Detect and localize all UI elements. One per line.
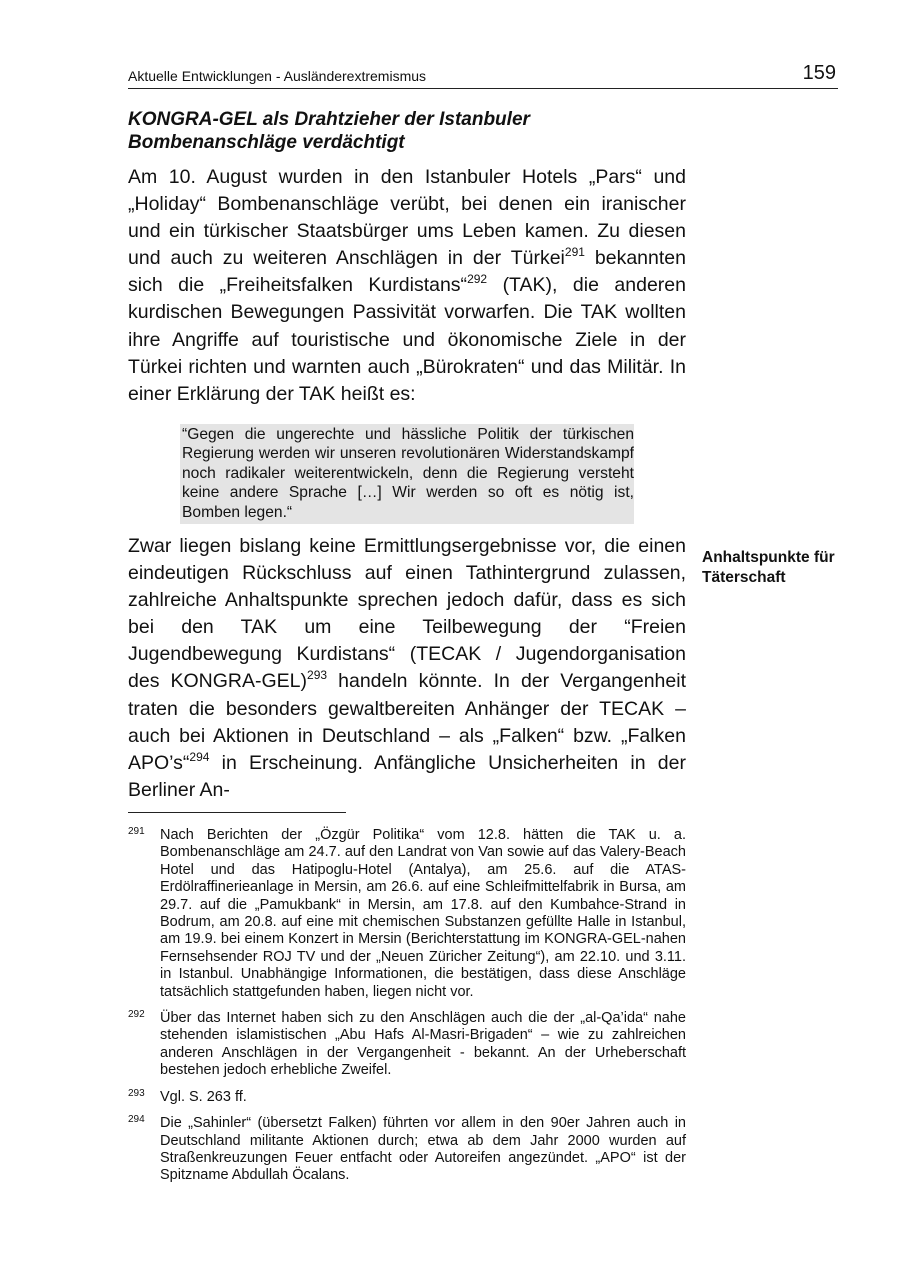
margin-note-line-2: Täterschaft	[702, 569, 786, 586]
footnote-number: 292	[128, 1009, 145, 1021]
footnote-293	[128, 1089, 686, 1106]
footnote-text: Die „Sahinler“ (übersetzt Falken) führten vor allem in den 90er Jahren auch in Deutschland militante Aktionen durch; etwa ab dem Jahr 2000 wurden auf Straßenkreuzungen Feuer entfacht oder Autoreifen angezündet. „APO“ ist der Spitzname Abdullah Öcalans.	[160, 1115, 686, 1184]
paragraph-1-text-a: Am 10. August wurden in den Istanbuler Hotels „Pars“ und „Holiday“ Bombenanschläge verübt, bei denen ein iranischer und ein türkischer Staatsbürger ums Leben kamen. Zu diesen und auch zu weiteren Anschlägen in der Türkei	[128, 166, 686, 270]
paragraph-1-text-c: (TAK), die anderen kurdischen Bewegungen Passivität vorwarfen. Die TAK wollten ihre Angriffe auf touristische und ökonomische Ziele in der Türkei richten und warnten auch „Bürokraten“ und das Militär. In einer Erklärung der TAK heißt es:	[128, 274, 686, 405]
footnote-number: 294	[128, 1114, 145, 1126]
paragraph-1	[128, 164, 686, 408]
footnote-text: Über das Internet haben sich zu den Anschlägen auch die der „al-Qa’ida“ nahe stehenden islamistischen „Abu Hafs Al-Masri-Brigaden“ – wie zu zahlreichen anderen Anschlägen in der Vergangenheit - bekannt. An der Urheberschaft bestehen jedoch erhebliche Zweifel.	[160, 1010, 686, 1079]
section-heading-line-2: Bombenanschläge verdächtigt	[128, 132, 405, 153]
footnote-number: 291	[128, 826, 145, 837]
paragraph-1-text-b: bekannten sich die „Freiheitsfalken Kurdistans“	[128, 247, 686, 297]
block-quote: “Gegen die ungerechte und hässliche Politik der türkischen Regierung werden wir unseren revolutionären Widerstandskampf noch radikaler weiterentwickeln, denn die Regierung versteht keine andere Sprache […] Wir werden so oft es nötig ist, Bomben legen.“	[180, 424, 634, 524]
section-heading-line-1: KONGRA-GEL als Drahtzieher der Istanbuler	[128, 109, 530, 130]
margin-note	[702, 548, 882, 588]
footnote-text: Vgl. S. 263 ff.	[160, 1088, 247, 1105]
footnotes	[128, 827, 686, 1194]
section-heading	[128, 108, 688, 154]
footnote-ref-293[interactable]: 293	[307, 668, 328, 683]
paragraph-2-text-c: in Erscheinung. Anfängliche Unsicherheiten in der Berliner An-	[128, 751, 686, 801]
footnote-ref-291[interactable]: 291	[564, 245, 585, 260]
footnote-separator	[128, 812, 346, 813]
footnote-292	[128, 1010, 686, 1080]
running-header-title: Aktuelle Entwicklungen - Ausländerextremismus	[128, 68, 427, 84]
footnote-ref-294[interactable]: 294	[189, 749, 210, 764]
footnote-text: Nach Berichten der „Özgür Politika“ vom 12.8. hätten die TAK u. a. Bombenanschläge am 24.7. auf den Landrat von Van sowie auf das Valery-Beach Hotel und das Hatipoglu-Hotel (Antalya), am 25.6. auf die ATAS-Erdölraffinerieanlage in Mersin, am 26.6. auf eine Schleifmittelfabrik in Bursa, am 29.7. auf die „Pamukbank“ in Mersin, am 17.8. auf den Kumbahce-Strand in Bodrum, am 20.8. auf eine mit chemischen Substanzen gefüllte Halle in Istanbul, am 19.9. bei einem Konzert in Mersin (Berichterstattung im KONGRA-GEL-nahen Fernsehsender ROJ TV und der „Neuen Züricher Zeitung“), am 22.10. und 3.11. in Istanbul. Unabhängige Informationen, die bestätigen, dass diese Anschläge tatsächlich stattgefunden haben, liegen nicht vor.	[160, 827, 686, 1000]
paragraph-2-text-b: handeln könnte. In der Vergangenheit traten die besonders gewaltbereiten Anhänger der TECAK – auch bei Aktionen in Deutschland – als „Falken“ bzw. „Falken APO’s“	[128, 670, 686, 774]
paragraph-2-text-a: Zwar liegen bislang keine Ermittlungsergebnisse vor, die einen eindeutigen Rückschluss auf einen Tathintergrund zulassen, zahlreiche Anhaltspunkte sprechen jedoch dafür, dass es sich bei den TAK um eine Teilbewegung der “Freien Jugendbewegung Kurdistans“ (TECAK / Jugendorganisation des KONGRA-GEL)	[128, 535, 686, 693]
footnote-291	[128, 827, 686, 1001]
page-header	[128, 62, 838, 89]
page-number: 159	[802, 62, 836, 84]
footnote-294	[128, 1115, 686, 1185]
footnote-ref-292[interactable]: 292	[467, 272, 488, 287]
margin-note-line-1: Anhaltspunkte für	[702, 549, 835, 566]
paragraph-2	[128, 533, 686, 804]
footnote-number: 293	[128, 1087, 145, 1099]
